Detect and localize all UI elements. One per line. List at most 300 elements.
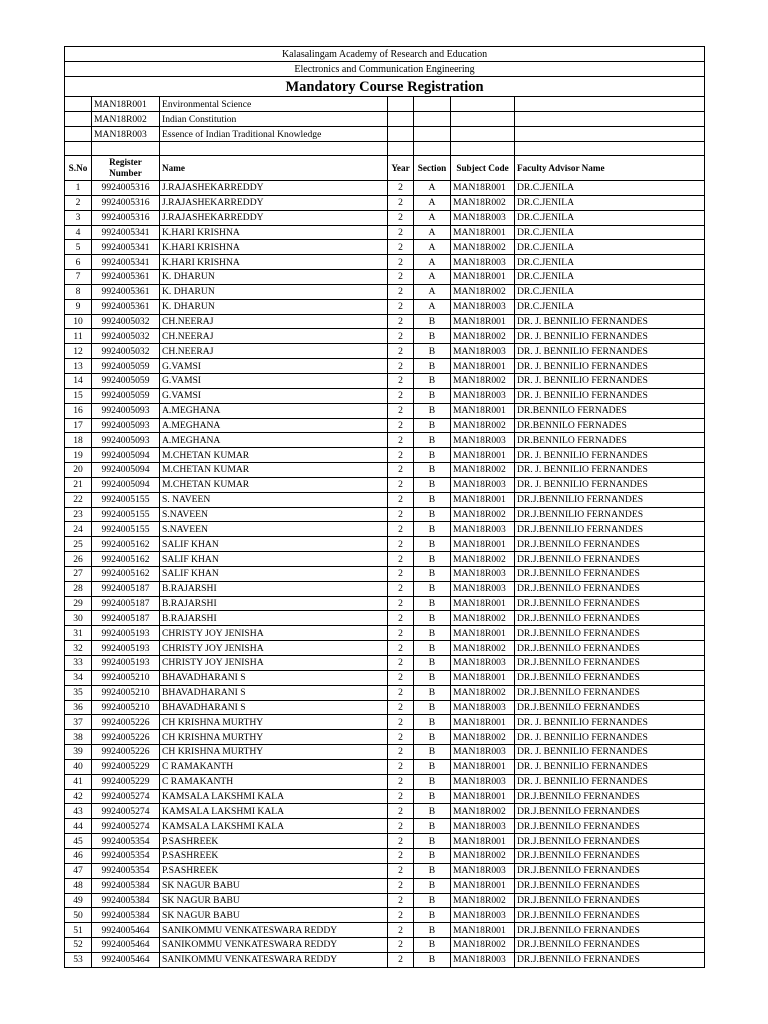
cell-register-number: 9924005316: [92, 210, 160, 225]
cell-sno: 1: [65, 181, 92, 196]
cell-year: 2: [388, 611, 414, 626]
cell-section: B: [414, 923, 451, 938]
cell-faculty-advisor: DR.J.BENNILO FERNANDES: [515, 641, 705, 656]
cell-faculty-advisor: DR.J.BENNILO FERNANDES: [515, 863, 705, 878]
cell-register-number: 9924005187: [92, 596, 160, 611]
cell-faculty-advisor: DR.J.BENNILO FERNANDES: [515, 670, 705, 685]
cell-year: 2: [388, 507, 414, 522]
cell-section: B: [414, 403, 451, 418]
cell-section: B: [414, 626, 451, 641]
cell-name: K.HARI KRISHNA: [160, 255, 388, 270]
table-row: [65, 477, 705, 492]
cell-section: B: [414, 863, 451, 878]
cell-register-number: 9924005032: [92, 344, 160, 359]
cell-year: 2: [388, 388, 414, 403]
cell-faculty-advisor: DR.J.BENNILO FERNANDES: [515, 626, 705, 641]
course-row: [65, 112, 705, 127]
cell-year: 2: [388, 908, 414, 923]
cell-section: A: [414, 299, 451, 314]
table-row: [65, 299, 705, 314]
col-year: Year: [388, 156, 414, 181]
cell-sno: 5: [65, 240, 92, 255]
cell-subject-code: MAN18R001: [451, 596, 515, 611]
cell-year: 2: [388, 700, 414, 715]
cell-year: 2: [388, 670, 414, 685]
cell-year: 2: [388, 656, 414, 671]
cell-name: SK NAGUR BABU: [160, 908, 388, 923]
cell-subject-code: MAN18R003: [451, 952, 515, 967]
cell-sno: 17: [65, 418, 92, 433]
cell-register-number: 9924005210: [92, 670, 160, 685]
cell-subject-code: MAN18R002: [451, 240, 515, 255]
cell-faculty-advisor: DR.J.BENNILIO FERNANDES: [515, 522, 705, 537]
cell-name: S.NAVEEN: [160, 522, 388, 537]
cell-name: CHRISTY JOY JENISHA: [160, 641, 388, 656]
cell-sno: 49: [65, 893, 92, 908]
table-row: [65, 611, 705, 626]
cell-name: B.RAJARSHI: [160, 611, 388, 626]
table-row: [65, 210, 705, 225]
cell-subject-code: MAN18R003: [451, 700, 515, 715]
cell-register-number: 9924005193: [92, 626, 160, 641]
cell-register-number: 9924005093: [92, 418, 160, 433]
cell-register-number: 9924005155: [92, 507, 160, 522]
cell-register-number: 9924005464: [92, 923, 160, 938]
cell-faculty-advisor: DR. J. BENNILIO FERNANDES: [515, 388, 705, 403]
sheet-body: [65, 47, 705, 968]
cell-section: B: [414, 507, 451, 522]
table-row: [65, 938, 705, 953]
cell-sno: 3: [65, 210, 92, 225]
cell-sno: 27: [65, 566, 92, 581]
cell-subject-code: MAN18R003: [451, 477, 515, 492]
cell-name: B.RAJARSHI: [160, 596, 388, 611]
col-sno: S.No: [65, 156, 92, 181]
cell-name: M.CHETAN KUMAR: [160, 477, 388, 492]
cell-faculty-advisor: DR. J. BENNILIO FERNANDES: [515, 477, 705, 492]
cell-name: KAMSALA LAKSHMI KALA: [160, 819, 388, 834]
cell-year: 2: [388, 923, 414, 938]
cell-sno: 28: [65, 581, 92, 596]
cell-register-number: 9924005384: [92, 893, 160, 908]
cell-name: K. DHARUN: [160, 270, 388, 285]
cell-year: 2: [388, 552, 414, 567]
table-row: [65, 641, 705, 656]
cell-subject-code: MAN18R003: [451, 745, 515, 760]
table-row: [65, 804, 705, 819]
cell-register-number: 9924005361: [92, 299, 160, 314]
cell-faculty-advisor: DR.BENNILO FERNADES: [515, 418, 705, 433]
cell-subject-code: MAN18R001: [451, 314, 515, 329]
cell-faculty-advisor: DR.C.JENILA: [515, 284, 705, 299]
cell-year: 2: [388, 225, 414, 240]
cell-year: 2: [388, 403, 414, 418]
cell-sno: 2: [65, 195, 92, 210]
cell-subject-code: MAN18R002: [451, 611, 515, 626]
cell-faculty-advisor: DR.C.JENILA: [515, 225, 705, 240]
cell-year: 2: [388, 952, 414, 967]
cell-sno: 24: [65, 522, 92, 537]
course-code: MAN18R003: [92, 127, 160, 142]
cell-sno: 4: [65, 225, 92, 240]
cell-subject-code: MAN18R002: [451, 284, 515, 299]
cell-subject-code: MAN18R003: [451, 522, 515, 537]
cell-name: J.RAJASHEKARREDDY: [160, 210, 388, 225]
cell-name: CHRISTY JOY JENISHA: [160, 656, 388, 671]
cell-section: B: [414, 670, 451, 685]
cell-register-number: 9924005384: [92, 878, 160, 893]
cell-year: 2: [388, 938, 414, 953]
cell-faculty-advisor: DR.C.JENILA: [515, 181, 705, 196]
cell-faculty-advisor: DR.J.BENNILO FERNANDES: [515, 685, 705, 700]
cell-name: A.MEGHANA: [160, 418, 388, 433]
cell-subject-code: MAN18R003: [451, 908, 515, 923]
cell-register-number: 9924005316: [92, 181, 160, 196]
table-row: [65, 596, 705, 611]
cell-year: 2: [388, 270, 414, 285]
table-row: [65, 388, 705, 403]
cell-section: B: [414, 344, 451, 359]
cell-section: B: [414, 774, 451, 789]
cell-subject-code: MAN18R001: [451, 492, 515, 507]
cell-subject-code: MAN18R002: [451, 730, 515, 745]
cell-sno: 30: [65, 611, 92, 626]
cell-subject-code: MAN18R003: [451, 656, 515, 671]
cell-subject-code: MAN18R003: [451, 819, 515, 834]
cell-section: B: [414, 715, 451, 730]
cell-sno: 12: [65, 344, 92, 359]
cell-section: B: [414, 329, 451, 344]
cell-year: 2: [388, 537, 414, 552]
cell-subject-code: MAN18R003: [451, 863, 515, 878]
cell-register-number: 9924005341: [92, 240, 160, 255]
cell-register-number: 9924005093: [92, 433, 160, 448]
cell-faculty-advisor: DR.J.BENNILO FERNANDES: [515, 834, 705, 849]
cell-section: B: [414, 492, 451, 507]
cell-faculty-advisor: DR.J.BENNILO FERNANDES: [515, 566, 705, 581]
table-row: [65, 715, 705, 730]
cell-register-number: 9924005162: [92, 566, 160, 581]
cell-subject-code: MAN18R002: [451, 641, 515, 656]
cell-register-number: 9924005361: [92, 284, 160, 299]
cell-year: 2: [388, 373, 414, 388]
cell-section: B: [414, 477, 451, 492]
cell-faculty-advisor: DR.C.JENILA: [515, 195, 705, 210]
cell-register-number: 9924005229: [92, 759, 160, 774]
cell-faculty-advisor: DR. J. BENNILIO FERNANDES: [515, 715, 705, 730]
cell-sno: 44: [65, 819, 92, 834]
cell-sno: 18: [65, 433, 92, 448]
table-row: [65, 952, 705, 967]
cell-sno: 51: [65, 923, 92, 938]
cell-faculty-advisor: DR.J.BENNILO FERNANDES: [515, 537, 705, 552]
cell-subject-code: MAN18R002: [451, 195, 515, 210]
cell-section: B: [414, 759, 451, 774]
cell-year: 2: [388, 477, 414, 492]
cell-faculty-advisor: DR. J. BENNILIO FERNANDES: [515, 359, 705, 374]
cell-name: S. NAVEEN: [160, 492, 388, 507]
cell-sno: 16: [65, 403, 92, 418]
cell-year: 2: [388, 195, 414, 210]
cell-name: CH.NEERAJ: [160, 344, 388, 359]
cell-year: 2: [388, 448, 414, 463]
cell-year: 2: [388, 774, 414, 789]
cell-name: S.NAVEEN: [160, 507, 388, 522]
cell-faculty-advisor: DR.J.BENNILO FERNANDES: [515, 923, 705, 938]
table-row: [65, 923, 705, 938]
cell-name: SALIF KHAN: [160, 552, 388, 567]
cell-sno: 19: [65, 448, 92, 463]
cell-faculty-advisor: DR.J.BENNILO FERNANDES: [515, 596, 705, 611]
cell-section: A: [414, 240, 451, 255]
cell-section: B: [414, 834, 451, 849]
cell-faculty-advisor: DR.J.BENNILO FERNANDES: [515, 819, 705, 834]
cell-faculty-advisor: DR.J.BENNILO FERNANDES: [515, 789, 705, 804]
cell-subject-code: MAN18R003: [451, 774, 515, 789]
cell-year: 2: [388, 344, 414, 359]
cell-faculty-advisor: DR. J. BENNILIO FERNANDES: [515, 463, 705, 478]
cell-year: 2: [388, 433, 414, 448]
cell-sno: 45: [65, 834, 92, 849]
cell-subject-code: MAN18R001: [451, 878, 515, 893]
cell-subject-code: MAN18R001: [451, 789, 515, 804]
cell-section: B: [414, 908, 451, 923]
cell-year: 2: [388, 581, 414, 596]
cell-subject-code: MAN18R003: [451, 299, 515, 314]
table-row: [65, 774, 705, 789]
cell-subject-code: MAN18R002: [451, 938, 515, 953]
department-row: [65, 62, 705, 77]
cell-register-number: 9924005094: [92, 477, 160, 492]
cell-name: SK NAGUR BABU: [160, 878, 388, 893]
cell-name: KAMSALA LAKSHMI KALA: [160, 804, 388, 819]
table-row: [65, 670, 705, 685]
table-row: [65, 626, 705, 641]
cell-register-number: 9924005059: [92, 388, 160, 403]
cell-register-number: 9924005155: [92, 492, 160, 507]
table-row: [65, 819, 705, 834]
cell-register-number: 9924005059: [92, 359, 160, 374]
institution-row: [65, 47, 705, 62]
cell-register-number: 9924005464: [92, 938, 160, 953]
cell-sno: 38: [65, 730, 92, 745]
cell-register-number: 9924005094: [92, 448, 160, 463]
cell-faculty-advisor: DR.J.BENNILO FERNANDES: [515, 552, 705, 567]
table-row: [65, 329, 705, 344]
cell-faculty-advisor: DR.BENNILO FERNADES: [515, 433, 705, 448]
table-row: [65, 685, 705, 700]
cell-sno: 35: [65, 685, 92, 700]
cell-section: B: [414, 314, 451, 329]
cell-register-number: 9924005032: [92, 314, 160, 329]
cell-register-number: 9924005274: [92, 804, 160, 819]
table-row: [65, 418, 705, 433]
cell-subject-code: MAN18R003: [451, 210, 515, 225]
cell-section: A: [414, 255, 451, 270]
cell-subject-code: MAN18R001: [451, 181, 515, 196]
cell-year: 2: [388, 314, 414, 329]
table-row: [65, 834, 705, 849]
cell-sno: 8: [65, 284, 92, 299]
cell-subject-code: MAN18R001: [451, 537, 515, 552]
cell-section: A: [414, 195, 451, 210]
cell-section: B: [414, 448, 451, 463]
cell-year: 2: [388, 834, 414, 849]
table-row: [65, 448, 705, 463]
table-row: [65, 745, 705, 760]
cell-year: 2: [388, 418, 414, 433]
cell-section: B: [414, 433, 451, 448]
cell-name: M.CHETAN KUMAR: [160, 448, 388, 463]
cell-register-number: 9924005059: [92, 373, 160, 388]
cell-subject-code: MAN18R002: [451, 329, 515, 344]
table-row: [65, 373, 705, 388]
cell-subject-code: MAN18R001: [451, 270, 515, 285]
cell-subject-code: MAN18R002: [451, 848, 515, 863]
cell-faculty-advisor: DR.J.BENNILO FERNANDES: [515, 848, 705, 863]
cell-year: 2: [388, 284, 414, 299]
cell-name: G.VAMSI: [160, 388, 388, 403]
cell-name: SANIKOMMU VENKATESWARA REDDY: [160, 938, 388, 953]
cell-year: 2: [388, 759, 414, 774]
cell-faculty-advisor: DR. J. BENNILIO FERNANDES: [515, 448, 705, 463]
cell-name: SALIF KHAN: [160, 537, 388, 552]
cell-section: B: [414, 581, 451, 596]
cell-section: B: [414, 522, 451, 537]
cell-section: B: [414, 552, 451, 567]
cell-name: BHAVADHARANI S: [160, 685, 388, 700]
cell-sno: 25: [65, 537, 92, 552]
table-row: [65, 403, 705, 418]
cell-register-number: 9924005341: [92, 225, 160, 240]
table-row: [65, 433, 705, 448]
table-row: [65, 700, 705, 715]
cell-name: CH.NEERAJ: [160, 314, 388, 329]
cell-name: CH KRISHNA MURTHY: [160, 745, 388, 760]
cell-year: 2: [388, 641, 414, 656]
cell-year: 2: [388, 329, 414, 344]
cell-subject-code: MAN18R001: [451, 759, 515, 774]
cell-section: B: [414, 952, 451, 967]
cell-subject-code: MAN18R001: [451, 225, 515, 240]
cell-section: B: [414, 938, 451, 953]
cell-register-number: 9924005384: [92, 908, 160, 923]
cell-name: J.RAJASHEKARREDDY: [160, 181, 388, 196]
cell-subject-code: MAN18R001: [451, 670, 515, 685]
cell-sno: 21: [65, 477, 92, 492]
cell-year: 2: [388, 848, 414, 863]
cell-faculty-advisor: DR.C.JENILA: [515, 255, 705, 270]
cell-year: 2: [388, 685, 414, 700]
column-header-row: [65, 156, 705, 181]
cell-sno: 22: [65, 492, 92, 507]
cell-subject-code: MAN18R002: [451, 685, 515, 700]
cell-register-number: 9924005316: [92, 195, 160, 210]
cell-section: B: [414, 804, 451, 819]
cell-faculty-advisor: DR.J.BENNILO FERNANDES: [515, 804, 705, 819]
table-row: [65, 463, 705, 478]
cell-subject-code: MAN18R003: [451, 581, 515, 596]
cell-sno: 34: [65, 670, 92, 685]
cell-register-number: 9924005226: [92, 715, 160, 730]
cell-section: A: [414, 284, 451, 299]
cell-year: 2: [388, 566, 414, 581]
table-row: [65, 863, 705, 878]
cell-sno: 47: [65, 863, 92, 878]
cell-faculty-advisor: DR. J. BENNILIO FERNANDES: [515, 314, 705, 329]
cell-faculty-advisor: DR. J. BENNILIO FERNANDES: [515, 344, 705, 359]
cell-section: B: [414, 745, 451, 760]
cell-faculty-advisor: DR.J.BENNILO FERNANDES: [515, 581, 705, 596]
cell-register-number: 9924005354: [92, 863, 160, 878]
cell-sno: 7: [65, 270, 92, 285]
cell-sno: 15: [65, 388, 92, 403]
cell-section: B: [414, 700, 451, 715]
cell-section: A: [414, 225, 451, 240]
institution-name: Kalasalingam Academy of Research and Education: [65, 47, 705, 62]
cell-register-number: 9924005361: [92, 270, 160, 285]
cell-section: B: [414, 418, 451, 433]
cell-sno: 42: [65, 789, 92, 804]
page-title: Mandatory Course Registration: [65, 77, 705, 97]
cell-subject-code: MAN18R001: [451, 626, 515, 641]
cell-subject-code: MAN18R002: [451, 418, 515, 433]
cell-year: 2: [388, 492, 414, 507]
cell-register-number: 9924005229: [92, 774, 160, 789]
cell-faculty-advisor: DR.J.BENNILO FERNANDES: [515, 878, 705, 893]
cell-section: B: [414, 641, 451, 656]
cell-faculty-advisor: DR.C.JENILA: [515, 299, 705, 314]
cell-section: B: [414, 537, 451, 552]
cell-name: SK NAGUR BABU: [160, 893, 388, 908]
cell-register-number: 9924005354: [92, 848, 160, 863]
registration-sheet: [64, 46, 705, 968]
cell-year: 2: [388, 463, 414, 478]
cell-subject-code: MAN18R003: [451, 388, 515, 403]
cell-register-number: 9924005094: [92, 463, 160, 478]
cell-faculty-advisor: DR.C.JENILA: [515, 240, 705, 255]
cell-name: CHRISTY JOY JENISHA: [160, 626, 388, 641]
cell-section: B: [414, 463, 451, 478]
table-row: [65, 314, 705, 329]
cell-sno: 13: [65, 359, 92, 374]
cell-subject-code: MAN18R001: [451, 359, 515, 374]
cell-faculty-advisor: DR.J.BENNILO FERNANDES: [515, 611, 705, 626]
col-name: Name: [160, 156, 388, 181]
cell-name: G.VAMSI: [160, 359, 388, 374]
cell-section: B: [414, 848, 451, 863]
table-row: [65, 284, 705, 299]
course-row: [65, 97, 705, 112]
cell-subject-code: MAN18R001: [451, 448, 515, 463]
cell-subject-code: MAN18R003: [451, 433, 515, 448]
cell-faculty-advisor: DR.J.BENNILIO FERNANDES: [515, 507, 705, 522]
cell-register-number: 9924005193: [92, 656, 160, 671]
cell-faculty-advisor: DR. J. BENNILIO FERNANDES: [515, 774, 705, 789]
cell-name: CH.NEERAJ: [160, 329, 388, 344]
cell-sno: 33: [65, 656, 92, 671]
cell-name: CH KRISHNA MURTHY: [160, 730, 388, 745]
cell-sno: 11: [65, 329, 92, 344]
cell-name: A.MEGHANA: [160, 433, 388, 448]
course-name: Indian Constitution: [160, 112, 388, 127]
cell-faculty-advisor: DR. J. BENNILIO FERNANDES: [515, 329, 705, 344]
cell-year: 2: [388, 730, 414, 745]
cell-section: B: [414, 373, 451, 388]
cell-sno: 32: [65, 641, 92, 656]
cell-register-number: 9924005032: [92, 329, 160, 344]
cell-year: 2: [388, 819, 414, 834]
